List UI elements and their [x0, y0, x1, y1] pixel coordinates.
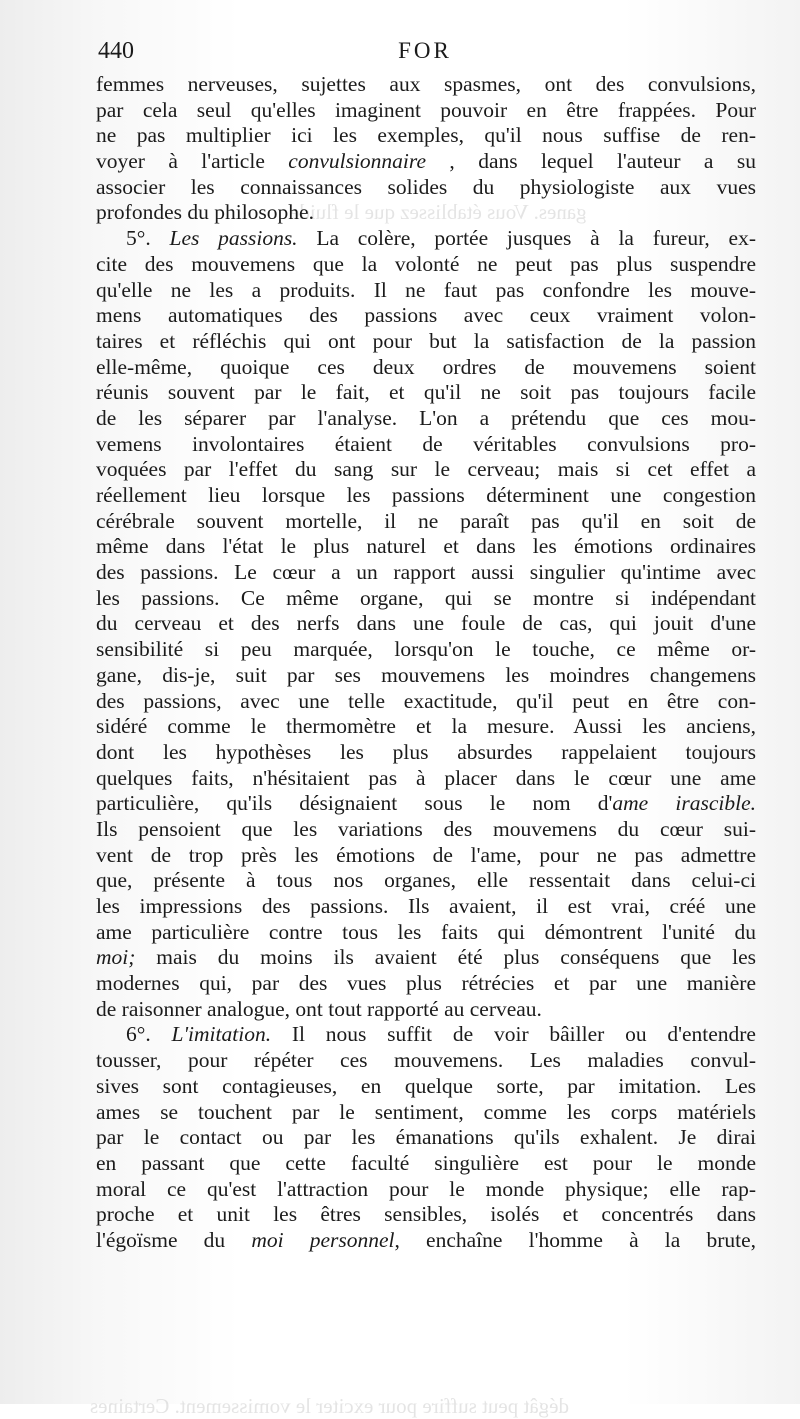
text-run: l'égoïsme du — [96, 1227, 252, 1252]
text-line: sensibilité si peu marquée, lorsqu'on le touche, ce même or- — [96, 637, 756, 662]
text-line: ne pas multiplier ici les exemples, qu'il nous suffise de ren- — [96, 123, 756, 148]
text-line: des passions. Le cœur a un rapport aussi singulier qu'intime avec — [96, 560, 756, 585]
text-line: voquées par l'effet du sang sur le cerveau; mais si cet effet a — [96, 457, 756, 482]
page-header — [98, 34, 752, 64]
text-line: vent de trop près les émotions de l'ame, pour ne pas admettre — [96, 842, 756, 867]
text-line: de raisonner analogue, ont tout rapporté au cerveau. — [96, 996, 542, 1021]
text-line: même dans l'état le plus naturel et dans les émotions ordinaires — [96, 534, 756, 559]
italic-text: L'imitation. — [171, 1022, 272, 1047]
text-run: 5°. — [126, 226, 170, 251]
text-line: les impressions des passions. Ils avaient, il est vrai, créé une — [96, 894, 756, 918]
text-run: voyer à l'article — [96, 149, 289, 174]
text-line: quelques faits, n'hésitaient pas à placer dans le cœur une ame — [96, 765, 756, 790]
text-line: ame particulière contre tous les faits qui démontrent l'unité du — [96, 919, 756, 944]
text-line: moral ce qu'est l'attraction pour le monde physique; elle rap- — [96, 1176, 756, 1201]
text-line: réunis souvent par le fait, et qu'il ne soit pas toujours facile — [96, 380, 756, 405]
text-line: de les séparer par l'analyse. L'on a prétendu que ces mou- — [96, 405, 756, 430]
text-line: proche et unit les êtres sensibles, isolés et concentrés dans — [96, 1202, 756, 1227]
text-line — [96, 945, 756, 971]
italic-text: convulsionnaire — [288, 149, 427, 174]
text-line — [96, 149, 756, 175]
text-line: du cerveau et des nerfs dans une foule de cas, qui jouit d'une — [96, 611, 756, 636]
text-line: sidéré comme le thermomètre et la mesure. Aussi les anciens, — [96, 714, 756, 739]
text-line: cite des mouvemens que la volonté ne peut pas plus suspendre — [96, 251, 756, 276]
text-run: , dans lequel l'auteur a su — [426, 149, 756, 174]
text-line: par cela seul qu'elles imaginent pouvoir en être frappées. Pour — [96, 97, 756, 122]
text-run: La colère, portée jusques à la fureur, ex- — [297, 226, 756, 251]
italic-text: ame irascible. — [612, 791, 756, 816]
text-run: Il nous suffit de voir bâiller ou d'entendre — [271, 1022, 756, 1047]
text-line: en passant que cette faculté singulière est pour le monde — [96, 1150, 756, 1175]
text-run: mais du moins ils avaient été plus conséquens que les — [135, 945, 756, 970]
text-line: Ils pensoient que les variations des mouvemens du cœur sui- — [96, 816, 756, 841]
text-line: cérébrale souvent mortelle, il ne paraît pas qu'il en soit de — [96, 508, 756, 533]
text-run: 6°. — [126, 1022, 172, 1047]
text-line: vemens involontaires étaient de véritables convulsions pro- — [96, 431, 756, 456]
italic-text: Les passions. — [169, 226, 298, 251]
text-line: par le contact ou par les émanations qu'ils exhalent. Je dirai — [96, 1125, 756, 1150]
text-line: qu'elle ne les a produits. Il ne faut pas confondre les mouve- — [96, 277, 756, 302]
text-line: les passions. Ce même organe, qui se montre si indépendant — [96, 585, 756, 610]
text-line — [96, 1022, 756, 1048]
text-line — [96, 791, 756, 817]
text-line: sives sont contagieuses, en quelque sorte, par imitation. Les — [96, 1073, 756, 1098]
text-line — [96, 226, 756, 252]
text-line: modernes qui, par des vues plus rétrécies et par une manière — [96, 971, 756, 996]
text-run: particulière, qu'ils désignaient sous le nom d' — [96, 791, 613, 816]
text-line: des passions, avec une telle exactitude, qu'il peut en être con- — [96, 688, 756, 713]
text-line: tousser, pour répéter ces mouvemens. Les maladies convul- — [96, 1048, 756, 1073]
bleed-through-text-lower: dégât peut suffire pour exciter le vomissement. Certaines — [90, 1394, 569, 1418]
text-line: que, présente à tous nos organes, elle ressentait dans celui-ci — [96, 868, 756, 893]
text-line: profondes du philosophe. — [96, 200, 314, 225]
page-number: 440 — [98, 38, 134, 64]
text-line — [96, 1228, 756, 1254]
text-line: dont les hypothèses les plus absurdes rappelaient toujours — [96, 739, 756, 764]
text-line: mens automatiques des passions avec ceux vraiment volon- — [96, 303, 756, 328]
text-line: taires et réfléchis qui ont pour but la satisfaction de la passion — [96, 328, 756, 353]
text-line: gane, dis-je, suit par ses mouvemens les moindres changemens — [96, 662, 756, 687]
text-run: , enchaîne l'homme à la brute, — [394, 1227, 757, 1252]
text-line: réellement lieu lorsque les passions déterminent une congestion — [96, 483, 756, 507]
body-text — [96, 72, 756, 1254]
italic-text: moi; — [96, 945, 136, 970]
text-line: femmes nerveuses, sujettes aux spasmes, ont des convulsions, — [96, 72, 756, 96]
italic-text: moi personnel — [251, 1227, 395, 1252]
bleed-through-text-upper: ganes. Vous établissez que le fluide — [290, 200, 587, 224]
text-line: ames se touchent par le sentiment, comme les corps matériels — [96, 1099, 756, 1124]
running-head: FOR — [398, 38, 452, 63]
text-line: associer les connaissances solides du physiologiste aux vues — [96, 174, 756, 199]
text-line: elle-même, quoique ces deux ordres de mouvemens soient — [96, 354, 756, 379]
